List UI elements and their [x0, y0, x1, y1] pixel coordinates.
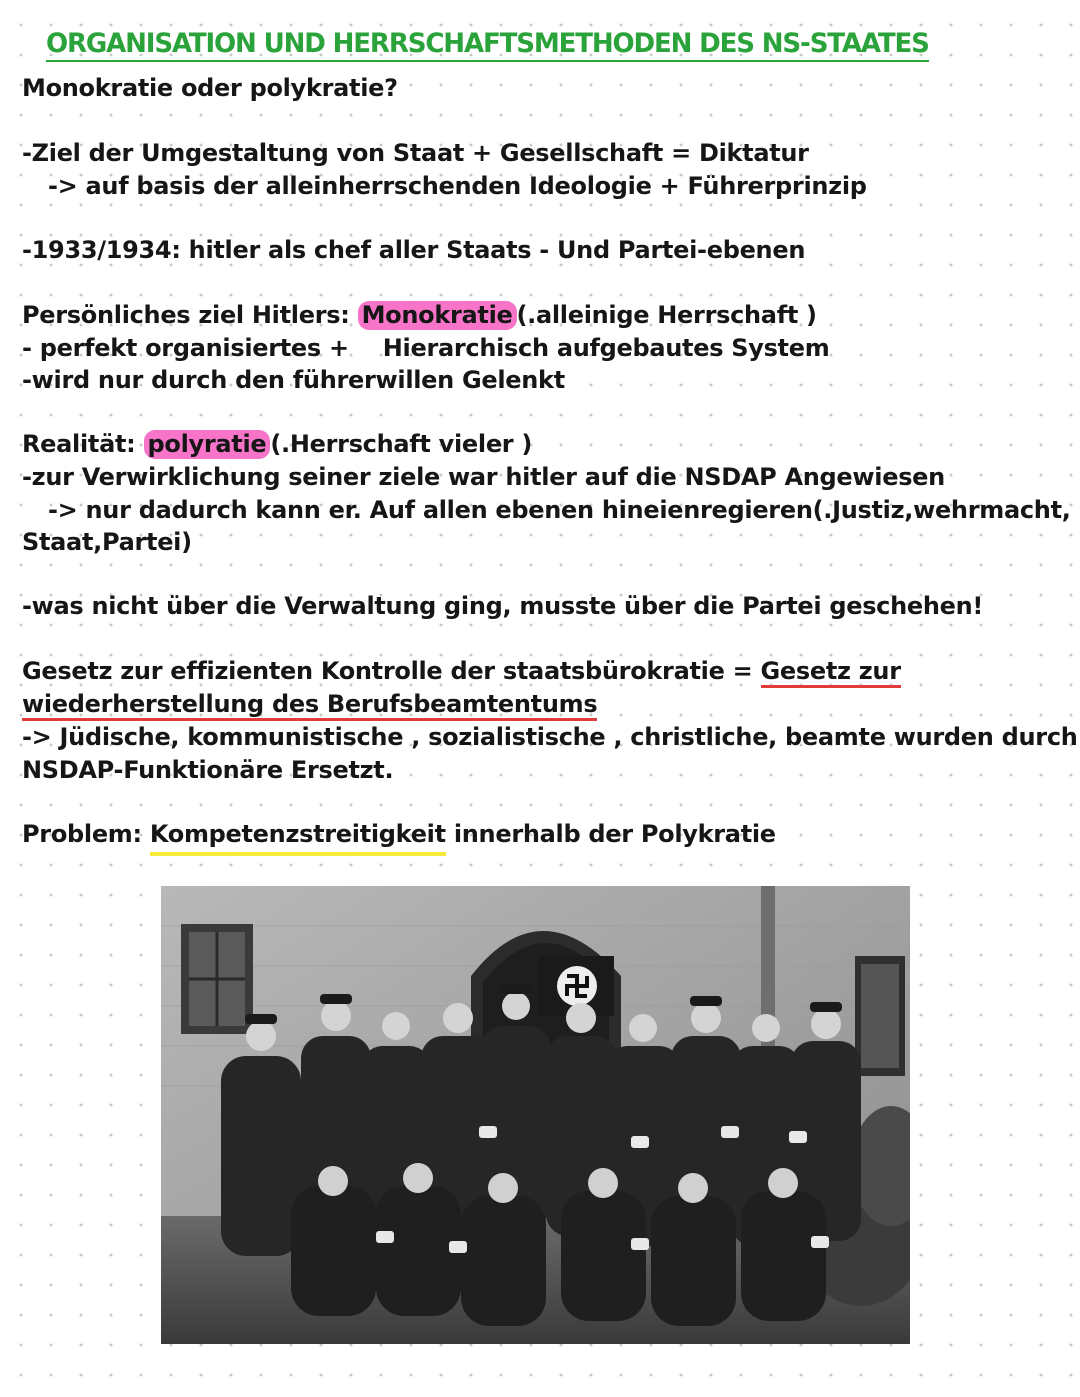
- law-prefix: Gesetz zur effizienten Kontrolle der staatsbürokratie =: [22, 657, 761, 685]
- monocracy-definition: (.alleinige Herrschaft ): [516, 301, 817, 329]
- law-name-part-1: Gesetz zur: [761, 657, 901, 688]
- problem-suffix: innerhalb der Polykratie: [453, 820, 776, 848]
- problem-line: [22, 820, 776, 848]
- polycracy-point-2-cont: Staat,Partei): [22, 528, 192, 556]
- monocracy-prefix: Persönliches ziel Hitlers:: [22, 301, 350, 329]
- monocracy-term-highlight: Monokratie: [358, 301, 517, 330]
- law-line-2: [22, 690, 597, 718]
- monocracy-point-1b: Hierarchisch aufgebautes System: [382, 334, 830, 362]
- administration-note: -was nicht über die Verwaltung ging, musste über die Partei geschehen!: [22, 592, 984, 620]
- polycracy-point-2: -> nur dadurch kann er. Auf allen ebenen hineienregieren(.Justiz,wehrmacht,: [48, 496, 1071, 524]
- polycracy-point-1: -zur Verwirklichung seiner ziele war hitler auf die NSDAP Angewiesen: [22, 463, 945, 491]
- group-photo-illustration: [161, 886, 910, 1344]
- monocracy-point-2: -wird nur durch den führerwillen Gelenkt: [22, 366, 565, 394]
- question-heading: Monokratie oder polykratie?: [22, 74, 398, 102]
- law-line-1: [22, 657, 901, 685]
- law-consequence-1: -> Jüdische, kommunistische , sozialistische , christliche, beamte wurden durch: [22, 723, 1078, 751]
- problem-term: Kompetenzstreitigkeit: [150, 820, 446, 856]
- page-title: ORGANISATION UND HERRSCHAFTSMETHODEN DES NS-STAATES: [46, 28, 929, 62]
- goal-line-2: -> auf basis der alleinherrschenden Ideologie + Führerprinzip: [48, 172, 867, 200]
- group-photo: [161, 886, 910, 1344]
- monocracy-point-1: [22, 334, 829, 362]
- polycracy-prefix: Realität:: [22, 430, 136, 458]
- polycracy-definition: (.Herrschaft vieler ): [270, 430, 533, 458]
- monocracy-point-1a: - perfekt organisiertes +: [22, 334, 349, 362]
- year-note: -1933/1934: hitler als chef aller Staats - Und Partei-ebenen: [22, 236, 806, 264]
- goal-line-1: -Ziel der Umgestaltung von Staat + Gesellschaft = Diktatur: [22, 139, 809, 167]
- monocracy-heading: [22, 301, 817, 329]
- problem-prefix: Problem:: [22, 820, 142, 848]
- law-name-part-2: wiederherstellung des Berufsbeamtentums: [22, 690, 597, 721]
- polycracy-heading: [22, 430, 532, 458]
- polycracy-term-highlight: polyratie: [144, 430, 271, 459]
- law-consequence-2: NSDAP-Funktionäre Ersetzt.: [22, 756, 394, 784]
